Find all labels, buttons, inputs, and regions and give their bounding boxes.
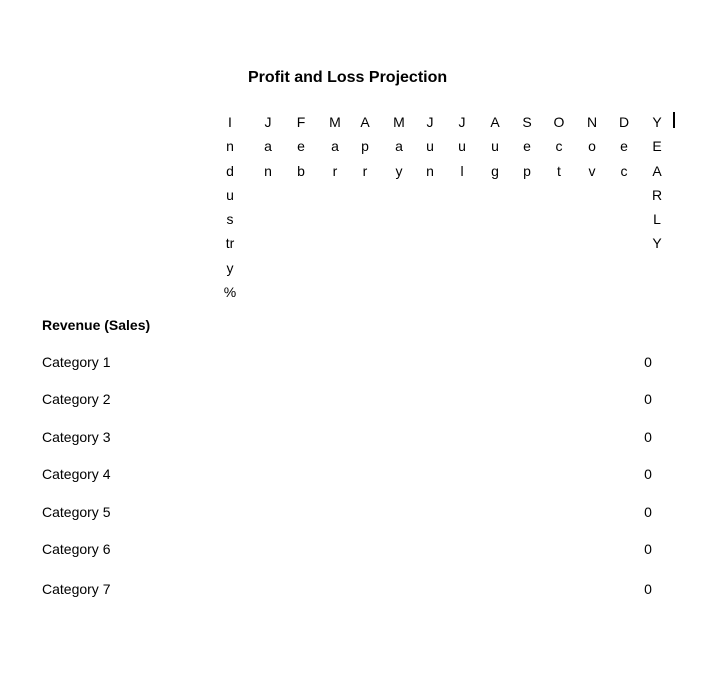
row-label: Category 3 xyxy=(42,429,111,445)
column-header-yearly xyxy=(645,110,669,256)
yearly-value[interactable]: 0 xyxy=(644,466,652,482)
column-header-char: o xyxy=(588,138,596,155)
column-header-char: J xyxy=(458,114,466,130)
column-header-char: a xyxy=(264,138,272,155)
column-header-char: J xyxy=(426,114,434,130)
column-header-feb xyxy=(289,110,313,183)
column-header-char: M xyxy=(393,114,405,130)
table-row xyxy=(0,504,719,524)
column-header-char: I xyxy=(228,114,232,130)
column-header-char: u xyxy=(491,138,499,155)
yearly-value[interactable]: 0 xyxy=(644,391,652,407)
column-header-char: % xyxy=(223,284,237,301)
column-header-char: O xyxy=(553,114,565,130)
column-header-char: S xyxy=(522,114,532,130)
column-header-char: u xyxy=(226,186,234,203)
column-header-char: e xyxy=(297,138,305,155)
yearly-value[interactable]: 0 xyxy=(644,504,652,520)
yearly-value[interactable]: 0 xyxy=(644,354,652,370)
column-header-char: e xyxy=(620,138,628,155)
column-header-char: n xyxy=(426,162,434,179)
column-header-char: r xyxy=(332,162,338,179)
column-header-char: J xyxy=(264,114,272,130)
column-header-char: Y xyxy=(652,114,662,130)
column-header-char: y xyxy=(395,162,403,179)
column-header-char: L xyxy=(653,211,661,228)
column-header-jun xyxy=(418,110,442,183)
column-header-char: A xyxy=(360,114,370,130)
column-header-jan xyxy=(256,110,280,183)
column-header-char: p xyxy=(361,138,369,155)
column-header-jul xyxy=(450,110,474,183)
column-header-mar xyxy=(323,110,347,183)
column-header-industry xyxy=(218,110,242,304)
table-row xyxy=(0,581,719,601)
column-header-char: u xyxy=(426,138,434,155)
column-header-char: N xyxy=(586,114,598,130)
column-header-nov xyxy=(580,110,604,183)
column-header-char: s xyxy=(226,211,234,228)
column-header-char: D xyxy=(618,114,630,130)
column-header-sep xyxy=(515,110,539,183)
column-header-char: Y xyxy=(652,235,662,252)
column-header-char: A xyxy=(652,162,662,179)
column-header-char: t xyxy=(557,162,561,179)
column-header-char: n xyxy=(226,138,234,155)
column-header-char: g xyxy=(491,162,499,179)
column-header-char: c xyxy=(620,162,628,179)
column-header-char: d xyxy=(226,162,234,179)
column-header-char: e xyxy=(523,138,531,155)
row-label: Category 4 xyxy=(42,466,111,482)
row-label: Category 2 xyxy=(42,391,111,407)
column-header-char: v xyxy=(588,162,596,179)
document-title: Profit and Loss Projection xyxy=(248,69,448,86)
row-label: Category 1 xyxy=(42,354,111,370)
column-header-aug xyxy=(483,110,507,183)
row-label: Category 5 xyxy=(42,504,111,520)
column-header-apr xyxy=(353,110,377,183)
table-row xyxy=(0,466,719,486)
column-header-char: r xyxy=(362,162,368,179)
column-header-char: p xyxy=(523,162,531,179)
table-row xyxy=(0,429,719,449)
table-row xyxy=(0,541,719,561)
column-header-char: tr xyxy=(225,235,235,252)
yearly-value[interactable]: 0 xyxy=(644,581,652,597)
table-row xyxy=(0,354,719,374)
column-header-char: F xyxy=(296,114,306,130)
column-header-char: n xyxy=(264,162,272,179)
yearly-value[interactable]: 0 xyxy=(644,541,652,557)
column-header-char: l xyxy=(460,162,464,179)
column-header-char: c xyxy=(555,138,563,155)
column-header-char: R xyxy=(651,186,663,203)
column-header-char: a xyxy=(331,138,339,155)
column-header-char: a xyxy=(395,138,403,155)
column-header-char: M xyxy=(329,114,341,130)
text-cursor xyxy=(673,112,675,128)
column-header-char: E xyxy=(652,138,662,155)
row-label: Category 7 xyxy=(42,581,111,597)
yearly-value[interactable]: 0 xyxy=(644,429,652,445)
column-header-oct xyxy=(547,110,571,183)
table-row xyxy=(0,391,719,411)
column-header-char: y xyxy=(226,259,234,276)
section-heading-revenue: Revenue (Sales) xyxy=(42,317,151,333)
column-header-char: A xyxy=(490,114,500,130)
column-header-dec xyxy=(612,110,636,183)
column-header-char: u xyxy=(458,138,466,155)
row-label: Category 6 xyxy=(42,541,111,557)
column-header-char: b xyxy=(297,162,305,179)
column-header-may xyxy=(387,110,411,183)
